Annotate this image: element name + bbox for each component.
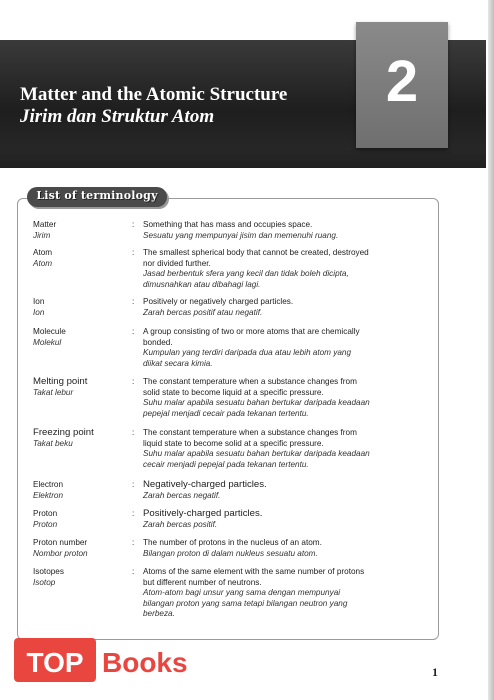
term-name [33, 509, 128, 530]
definition-en: The number of protons in the nucleus of an atom. [143, 538, 322, 547]
definition-ms: Zarah bercas positif atau negatif. [143, 307, 263, 317]
term-name [33, 377, 128, 398]
term-ms: Isotop [33, 577, 56, 587]
term-definition [143, 428, 433, 470]
definition-ms: Kumpulan yang terdiri daripada dua atau lebih atom yang [143, 348, 352, 358]
term-ms: Takat lebur [33, 387, 74, 397]
definition-en: nor divided further. [143, 258, 211, 268]
term-name [33, 538, 128, 559]
definition-en: A group consisting of two or more atoms that are chemically [143, 327, 360, 336]
term-en: Proton [33, 509, 58, 518]
logo-text-top: TOP [26, 647, 84, 678]
colon: : [132, 509, 135, 518]
definition-ms: Atom-atom bagi unsur yang sama dengan mempunyai [143, 588, 341, 598]
colon: : [132, 480, 135, 489]
term-definition [143, 220, 433, 241]
definition-ms: dimusnahkan atau dibahagi lagi. [143, 279, 261, 289]
term-ms: Elektron [33, 490, 64, 500]
term-definition [143, 297, 433, 318]
term-definition [143, 480, 433, 501]
colon: : [132, 248, 135, 257]
term-en: Melting point [33, 376, 88, 387]
term-definition [143, 327, 433, 369]
term-name [33, 327, 128, 348]
definition-ms: Bilangan proton di dalam nukleus sesuatu atom. [143, 548, 318, 558]
term-en: Isotopes [33, 567, 64, 576]
colon: : [132, 428, 135, 437]
term-en: Atom [33, 248, 53, 257]
definition-ms: pepejal menjadi cecair pada tekanan tertentu. [143, 408, 309, 418]
term-definition [143, 567, 433, 620]
term-en: Matter [33, 220, 57, 229]
chapter-number: 2 [385, 49, 419, 114]
topbooks-logo [14, 632, 204, 692]
term-definition [143, 538, 433, 559]
definition-en: Something that has mass and occupies space. [143, 220, 313, 229]
definition-ms: berbeza. [143, 609, 175, 619]
colon: : [132, 377, 135, 386]
term-ms: Nombor proton [33, 548, 88, 558]
colon: : [132, 220, 135, 229]
definition-en: Positively or negatively charged particles. [143, 297, 294, 306]
definition-en: The constant temperature when a substance changes from [143, 428, 357, 437]
term-definition [143, 377, 433, 419]
definition-ms: Suhu malar apabila sesuatu bahan bertukar daripada keadaan [143, 449, 370, 459]
term-definition [143, 248, 433, 290]
colon: : [132, 538, 135, 547]
definition-en: The smallest spherical body that cannot be created, destroyed [143, 248, 369, 257]
chapter-title-ms: Jirim dan Struktur Atom [20, 106, 215, 127]
page-edge [488, 0, 494, 700]
definition-en: liquid state to become solid at a specific pressure. [143, 438, 324, 448]
banner-shadow [0, 148, 486, 168]
definition-en: Positively-charged particles. [143, 508, 263, 519]
term-name [33, 480, 128, 501]
term-name [33, 220, 128, 241]
chapter-title-en: Matter and the Atomic Structure [20, 84, 288, 105]
page-number: 1 [432, 665, 438, 679]
term-en: Proton number [33, 538, 88, 547]
colon: : [132, 297, 135, 306]
term-ms: Proton [33, 519, 58, 529]
definition-en: The constant temperature when a substance changes from [143, 377, 357, 386]
definition-ms: Zarah bercas positif. [143, 519, 218, 529]
definition-en: Atoms of the same element with the same number of protons [143, 567, 365, 576]
term-name [33, 428, 128, 449]
colon: : [132, 567, 135, 576]
definition-ms: bilangan proton yang sama tetapi bilangan neutron yang [143, 598, 348, 608]
term-name [33, 567, 128, 588]
definition-ms: Jasad berbentuk sfera yang kecil dan tidak boleh dicipta, [143, 269, 349, 279]
term-ms: Molekul [33, 337, 62, 347]
logo-text-books: Books [102, 647, 188, 678]
definition-ms: Suhu malar apabila sesuatu bahan bertukar daripada keadaan [143, 398, 370, 408]
definition-ms: Zarah bercas negatif. [143, 490, 221, 500]
term-en: Electron [33, 480, 64, 489]
definition-en: Negatively-charged particles. [143, 479, 267, 490]
term-ms: Jirim [33, 230, 51, 240]
term-en: Freezing point [33, 427, 94, 438]
term-name [33, 248, 128, 269]
definition-en: solid state to become liquid at a specific pressure. [143, 387, 324, 397]
definition-en: but different number of neutrons. [143, 577, 262, 587]
term-ms: Atom [33, 258, 53, 268]
term-en: Ion [33, 297, 45, 306]
definition-ms: cecair menjadi pepejal pada tekanan tertentu. [143, 459, 309, 469]
terminology-heading: List of terminology [36, 189, 158, 202]
colon: : [132, 327, 135, 336]
definition-ms: diikat secara kimia. [143, 358, 213, 368]
definition-ms: Sesuatu yang mempunyai jisim dan memenuhi ruang. [143, 230, 339, 240]
term-en: Molecule [33, 327, 66, 336]
definition-en: bonded. [143, 337, 173, 347]
term-ms: Takat beku [33, 438, 73, 448]
term-ms: Ion [33, 307, 45, 317]
term-definition [143, 509, 433, 530]
term-name [33, 297, 128, 318]
